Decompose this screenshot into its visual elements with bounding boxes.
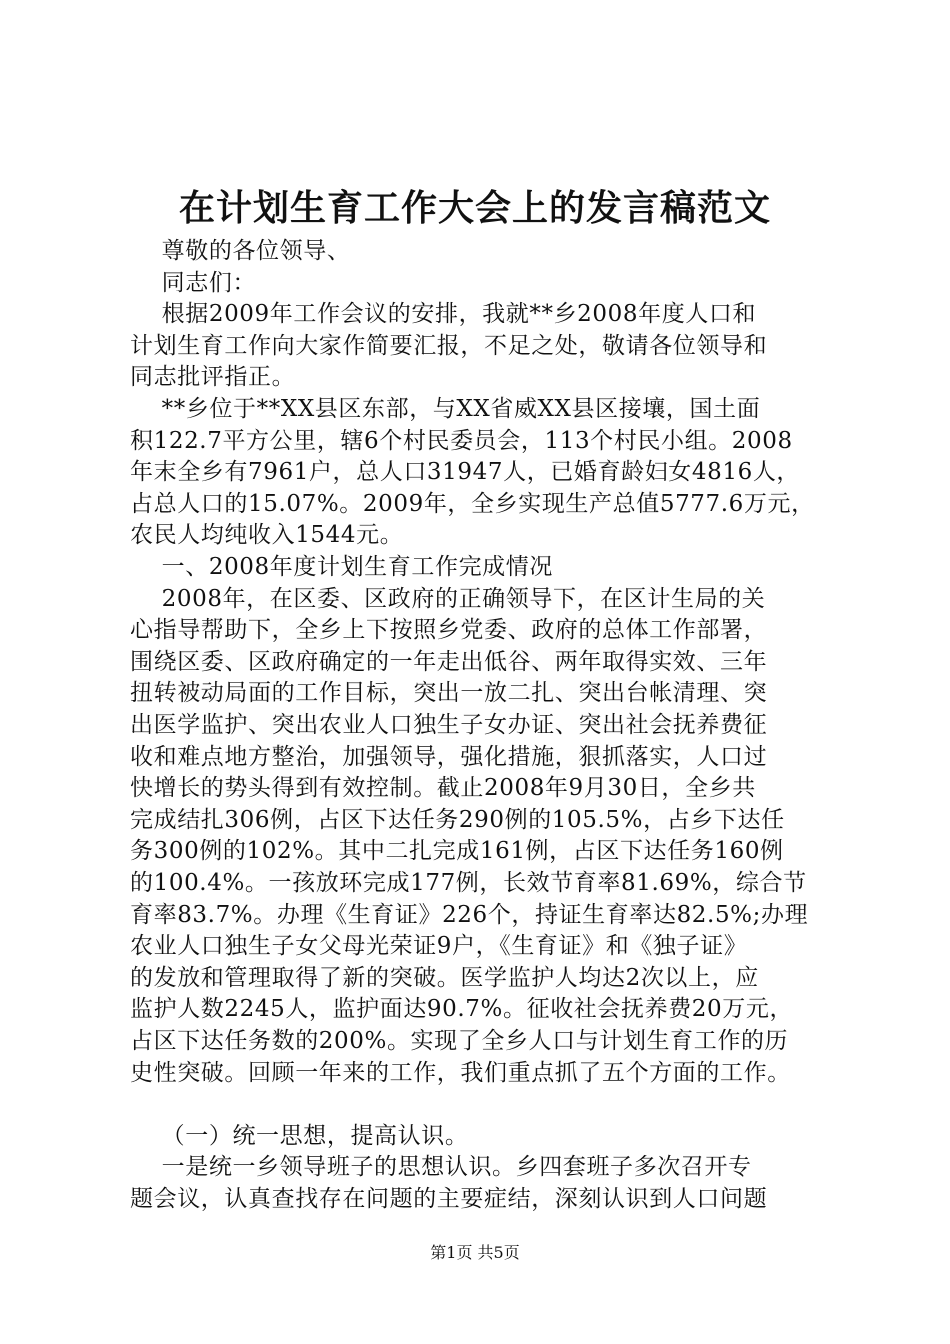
body-line: 尊敬的各位领导、 — [130, 238, 351, 264]
body-line: 务300例的102%。其中二扎完成161例，占区下达任务160例 — [130, 838, 784, 865]
body-line: **乡位于**XX县区东部，与XX省威XX县区接壤，国土面 — [130, 396, 761, 422]
body-line: 占区下达任务数的200%。实现了全乡人口与计划生育工作的历 — [130, 1028, 789, 1054]
body-line: 心指导帮助下，全乡上下按照乡党委、政府的总体工作部署， — [130, 617, 768, 644]
body-line: 根据2009年工作会议的安排，我就**乡2008年度人口和 — [130, 301, 757, 328]
body-line: 的100.4%。一孩放环完成177例，长效节育率81.69%，综合节 — [130, 870, 807, 896]
body-line: 完成结扎306例，占区下达任务290例的105.5%，占乡下达任 — [130, 806, 785, 833]
body-line: 扭转被动局面的工作目标，突出一放二扎、突出台帐清理、突 — [130, 680, 768, 707]
body-line: 育率83.7%。办理《生育证》226个，持证生育率达82.5%;办理 — [130, 901, 809, 928]
body-line: 一是统一乡领导班子的思想认识。乡四套班子多次召开专 — [130, 1154, 752, 1181]
body-line: 围绕区委、区政府确定的一年走出低谷、两年取得实效、三年 — [130, 648, 768, 675]
body-line: 农民人均纯收入1544元。 — [130, 522, 404, 549]
body-line: 快增长的势头得到有效控制。截止2008年9月30日，全乡共 — [130, 775, 756, 802]
body-line: 史性突破。回顾一年来的工作，我们重点抓了五个方面的工作。 — [130, 1059, 791, 1086]
body-line: 年末全乡有7961户，总人口31947人，已婚育龄妇女4816人， — [130, 459, 801, 486]
body-line: （一）统一思想，提高认识。 — [130, 1122, 469, 1149]
body-line: 农业人口独生子女父母光荣证9户，《生育证》和《独子证》 — [130, 933, 748, 960]
body-line: 收和难点地方整治，加强领导，强化措施，狠抓落实，人口过 — [130, 743, 768, 770]
body-line: 的发放和管理取得了新的突破。医学监护人均达2次以上，应 — [130, 964, 759, 991]
body-line: 出医学监护、突出农业人口独生子女办证、突出社会抚养费征 — [130, 712, 768, 738]
body-line: 一、2008年度计划生育工作完成情况 — [130, 554, 553, 580]
body-line: 计划生育工作向大家作简要汇报，不足之处，敬请各位领导和 — [130, 332, 768, 359]
body-line: 2008年，在区委、区政府的正确领导下，在区计生局的关 — [130, 585, 766, 612]
body-line: 积122.7平方公里，辖6个村民委员会，113个村民小组。2008 — [130, 427, 793, 454]
body-line: 同志们： — [130, 269, 257, 296]
body-line: 题会议，认真查找存在问题的主要症结，深刻认识到人口问题 — [130, 1186, 768, 1212]
body-line: 监护人数2245人，监护面达90.7%。征收社会抚养费20万元， — [130, 996, 794, 1023]
document-title: 在计划生育工作大会上的发言稿范文 — [178, 187, 771, 229]
page-footer: 第1页 共5页 — [430, 1243, 520, 1262]
body-line: 同志批评指正。 — [130, 364, 296, 391]
body-line: 占总人口的15.07%。2009年，全乡实现生产总值5777.6万元， — [130, 490, 815, 517]
